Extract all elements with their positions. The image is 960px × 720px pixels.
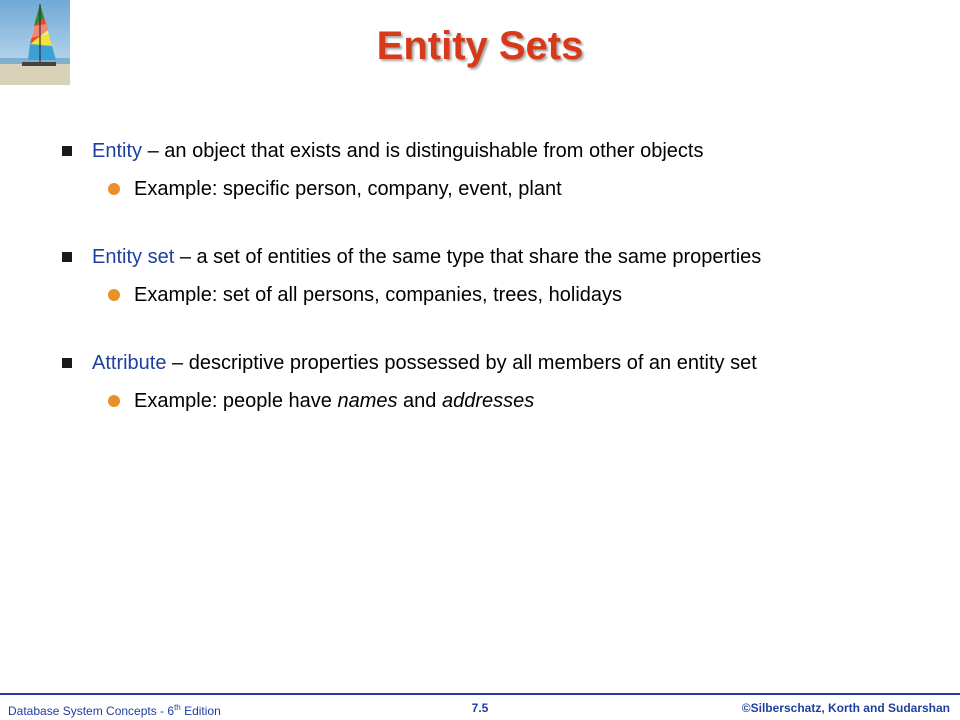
footer-page-number: 7.5 bbox=[471, 701, 489, 715]
example-attribute-names: names bbox=[337, 390, 398, 412]
term-entity: Entity bbox=[92, 140, 143, 162]
square-bullet-icon bbox=[62, 146, 72, 156]
example-entity-set: Example: set of all persons, companies, trees, holidays bbox=[134, 284, 623, 306]
bullet-group-entity-set bbox=[62, 244, 922, 308]
term-attribute: Attribute bbox=[92, 352, 167, 374]
footer-divider bbox=[0, 693, 960, 695]
definition-attribute: – descriptive properties possessed by all members of an entity set bbox=[166, 352, 757, 374]
example-attribute-addresses: addresses bbox=[441, 390, 535, 412]
sub-bullet-entity-example bbox=[108, 176, 922, 202]
page-title: Entity Sets bbox=[376, 24, 584, 68]
round-bullet-icon bbox=[108, 395, 120, 407]
example-entity: Example: specific person, company, event, plant bbox=[134, 178, 562, 200]
bullet-group-entity bbox=[62, 138, 922, 202]
sub-bullet-entity-set-example bbox=[108, 282, 922, 308]
example-attribute-and: and bbox=[397, 390, 442, 412]
sub-bullet-attribute-example bbox=[108, 388, 922, 414]
bullet-entity bbox=[62, 138, 922, 164]
bullet-entity-set bbox=[62, 244, 922, 270]
footer-copyright: ©Silberschatz, Korth and Sudarshan bbox=[741, 701, 950, 715]
square-bullet-icon bbox=[62, 252, 72, 262]
definition-entity: – an object that exists and is distinguishable from other objects bbox=[142, 140, 704, 162]
round-bullet-icon bbox=[108, 183, 120, 195]
round-bullet-icon bbox=[108, 289, 120, 301]
definition-entity-set: – a set of entities of the same type that share the same properties bbox=[174, 246, 762, 268]
bullet-attribute bbox=[62, 350, 922, 376]
term-entity-set: Entity set bbox=[92, 246, 175, 268]
footer-book-title-prefix: Database System Concepts - 6 bbox=[8, 704, 175, 718]
example-attribute-prefix: Example: people have bbox=[134, 390, 338, 412]
slide-body bbox=[62, 138, 922, 456]
bullet-group-attribute bbox=[62, 350, 922, 414]
footer-edition-sup: th bbox=[174, 703, 181, 712]
square-bullet-icon bbox=[62, 358, 72, 368]
footer-book-title-suffix: Edition bbox=[180, 704, 221, 718]
